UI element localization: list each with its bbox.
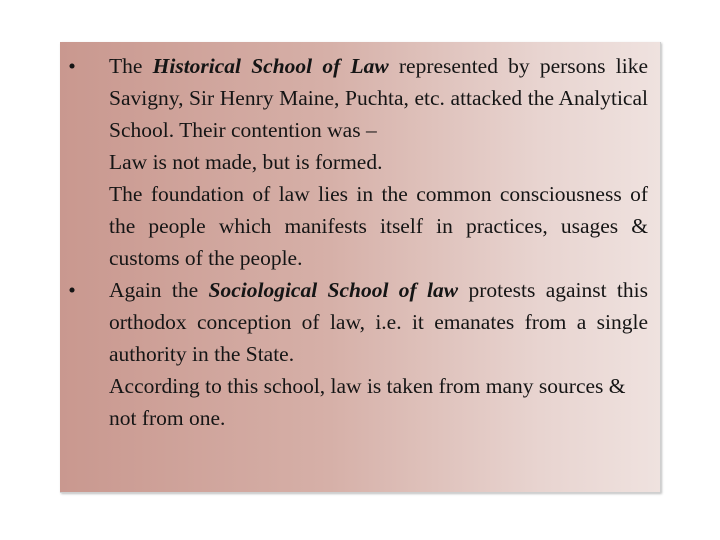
historical-school-paragraph [109,50,648,146]
intro-text-before: The [109,54,153,78]
slide-panel [60,42,661,493]
bullet-point-sociological-school [60,274,660,434]
intro-text-after: represented by persons like Savigny, Sir Henry Maine, Puchta, etc. attacked the Analytical School. Their contention was – [109,54,648,142]
sociological-school-paragraph [109,274,648,370]
intro-text-after: protests against this orthodox conception of law, i.e. it emanates from a single authority in the State. [109,278,648,366]
law-from-many-sources: According to this school, law is taken from many sources & not from one. [109,374,626,430]
contention-law-formed: Law is not made, but is formed. [109,150,383,174]
sociological-school-term: Sociological School of law [208,278,459,302]
intro-text-before: Again the [109,278,209,302]
slide-content [60,50,660,434]
bullet-icon: • [68,54,76,78]
bullet-point-historical-school [60,50,660,274]
historical-school-term: Historical School of Law [152,54,389,78]
bullet-icon: • [68,278,76,302]
contention-common-consciousness: The foundation of law lies in the common consciousness of the people which manifests itself in practices, usages & customs of the people. [109,182,648,270]
